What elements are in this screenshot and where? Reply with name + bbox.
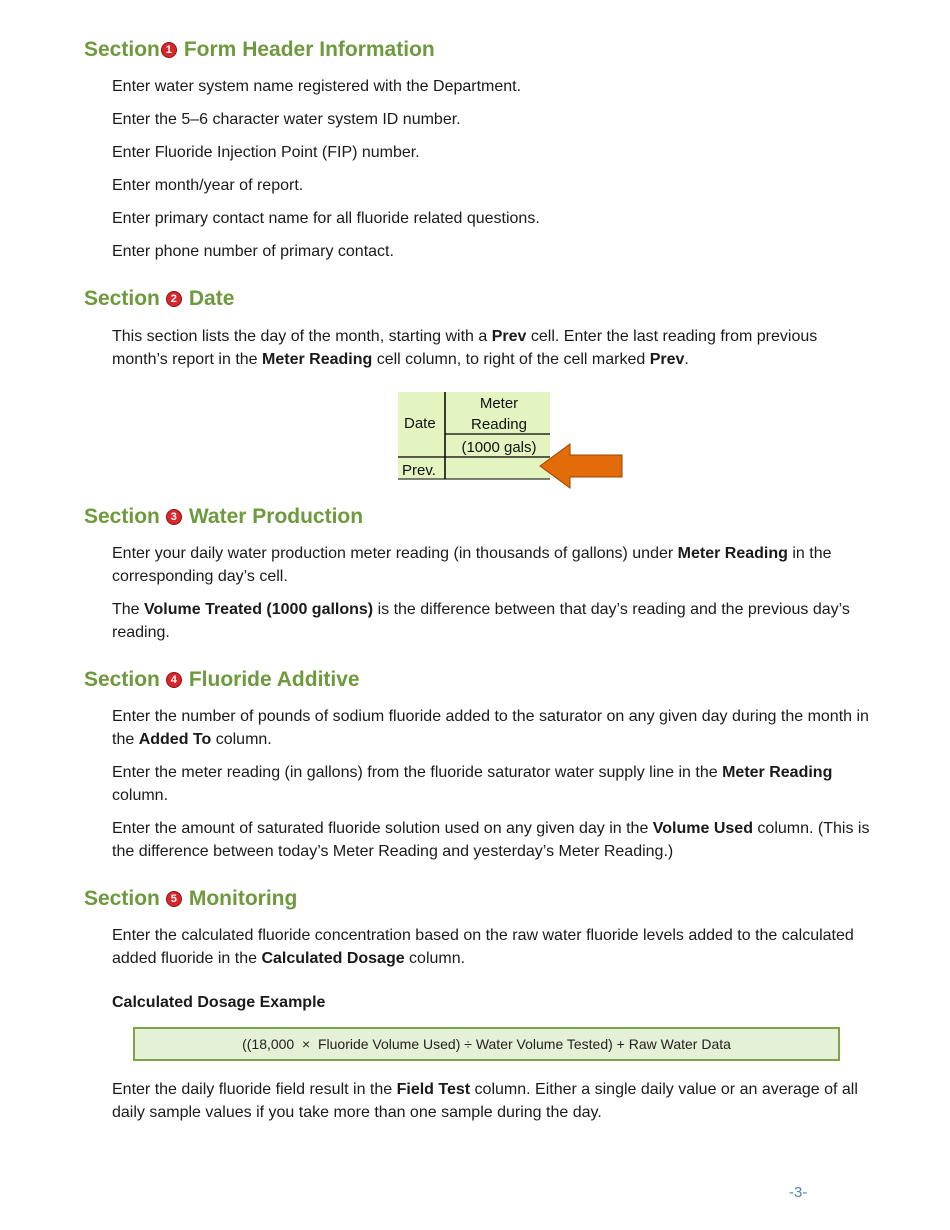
section-4-paragraph-1: Enter the number of pounds of sodium fluoride added to the saturator on any given day during the month in the Added To column. xyxy=(112,708,869,748)
section-5-title: Monitoring xyxy=(188,887,298,910)
section-1-label: Section xyxy=(84,38,160,61)
section-2-heading xyxy=(84,287,234,311)
section-2-label: Section xyxy=(84,287,160,310)
units-label: (1000 gals) xyxy=(461,439,537,456)
date-label: Date xyxy=(404,415,436,432)
dosage-formula: ((18,000 × Fluoride Volume Used) ÷ Water Volume Tested) + Raw Water Data xyxy=(242,1036,731,1052)
section-3-heading xyxy=(84,505,363,529)
section-1-number-badge: 1 xyxy=(161,42,177,58)
section-5-number-badge: 5 xyxy=(166,891,182,907)
section-4-paragraph-2: Enter the meter reading (in gallons) from the fluoride saturator water supply line in the Meter Reading column. xyxy=(112,764,833,804)
orange-arrow-icon xyxy=(540,444,622,488)
section-3-paragraph-2: The Volume Treated (1000 gallons) is the difference between that day’s reading and the previous day’s reading. xyxy=(112,601,850,641)
section-5-paragraph-1: Enter the calculated fluoride concentration based on the raw water fluoride levels added to the calculated added fluoride in the Calculated Dosage column. xyxy=(112,927,854,967)
reading-label: Reading xyxy=(471,416,527,433)
section-4-heading xyxy=(84,668,360,692)
section-1-line-4: Enter month/year of report. xyxy=(112,177,304,194)
section-1-line-3: Enter Fluoride Injection Point (FIP) number. xyxy=(112,144,420,161)
section-5-paragraph-2: Enter the daily fluoride field result in the Field Test column. Either a single daily value or an average of all daily sample values if you take more than one sample during the day. xyxy=(112,1081,858,1121)
section-4-paragraph-3: Enter the amount of saturated fluoride solution used on any given day in the Volume Used column. (This is the difference between today’s Meter Reading and yesterday’s Meter Reading.) xyxy=(112,820,870,860)
dosage-formula-box xyxy=(133,1027,840,1061)
meter-label: Meter xyxy=(479,395,519,412)
section-2-paragraph: This section lists the day of the month, starting with a Prev cell. Enter the last reading from previous month’s report in the Meter Reading cell column, to right of the cell marked Prev. xyxy=(112,328,818,368)
section-3-label: Section xyxy=(84,505,160,528)
section-1-heading xyxy=(84,38,435,62)
section-1-line-2: Enter the 5–6 character water system ID number. xyxy=(112,111,461,128)
section-1-line-1: Enter water system name registered with the Department. xyxy=(112,78,522,95)
section-4-title: Fluoride Additive xyxy=(188,668,360,691)
table-illustration xyxy=(398,390,628,490)
section-1-title: Form Header Information xyxy=(183,38,435,61)
meter-reading-table-image xyxy=(398,390,628,490)
prev-label: Prev. xyxy=(402,462,436,479)
calculated-dosage-example-heading: Calculated Dosage Example xyxy=(112,994,326,1011)
section-1-line-6: Enter phone number of primary contact. xyxy=(112,243,394,260)
section-4-number-badge: 4 xyxy=(166,672,182,688)
section-1-line-5: Enter primary contact name for all fluoride related questions. xyxy=(112,210,540,227)
section-3-number-badge: 3 xyxy=(166,509,182,525)
page-number: -3- xyxy=(789,1184,808,1201)
section-5-label: Section xyxy=(84,887,160,910)
section-3-title: Water Production xyxy=(188,505,364,528)
section-4-label: Section xyxy=(84,668,160,691)
section-3-paragraph-1: Enter your daily water production meter reading (in thousands of gallons) under Meter Reading in the corresponding day’s cell. xyxy=(112,545,832,585)
section-5-heading xyxy=(84,887,297,911)
section-2-title: Date xyxy=(188,287,235,310)
section-2-number-badge: 2 xyxy=(166,291,182,307)
